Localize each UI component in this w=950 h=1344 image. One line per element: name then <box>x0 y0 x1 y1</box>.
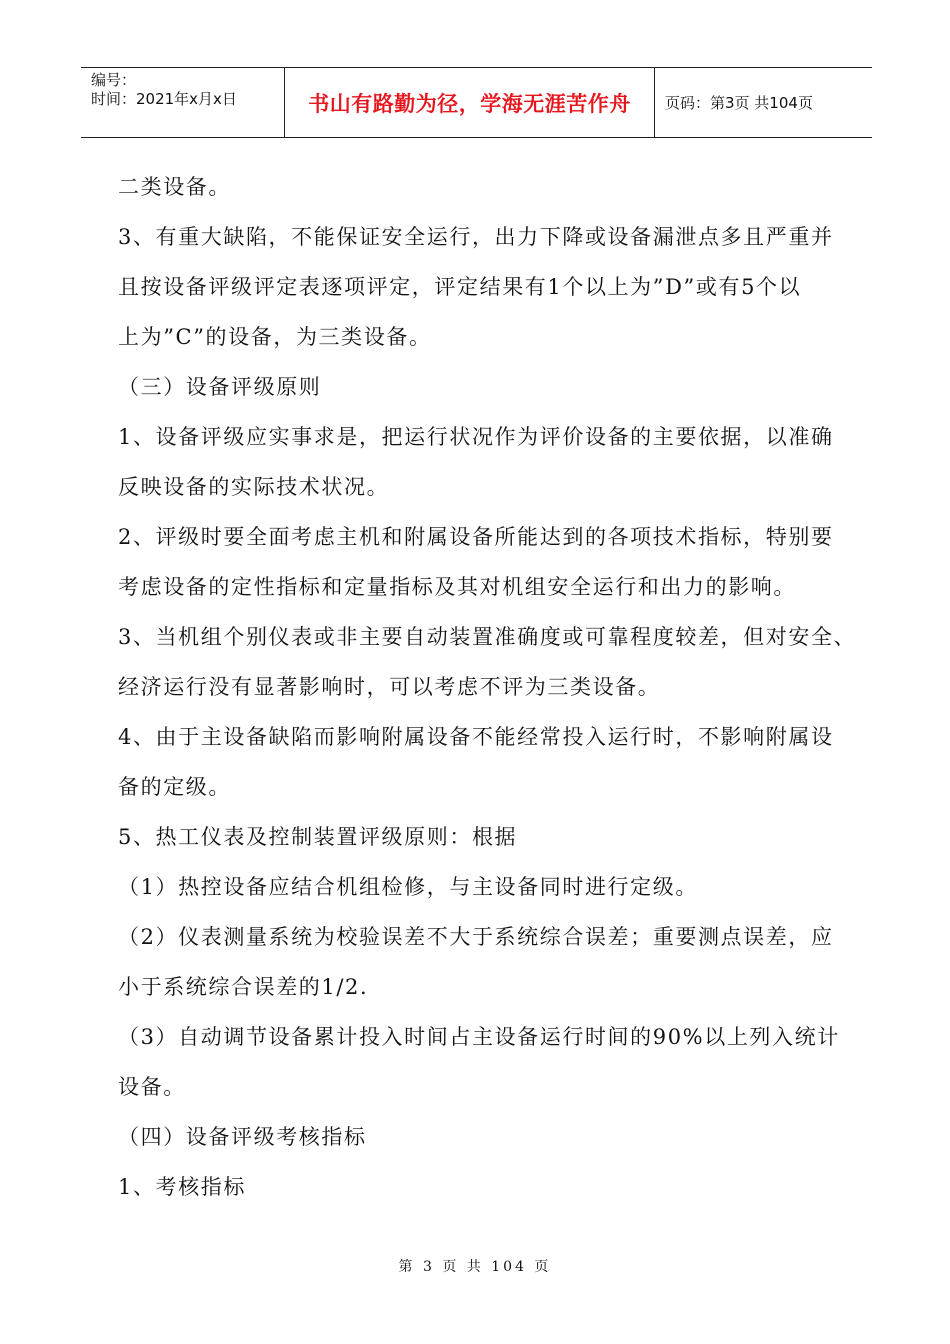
text-line: 上为”C”的设备，为三类设备。 <box>118 325 432 349</box>
text-line: 小于系统综合误差的1/2. <box>118 975 369 999</box>
document-body <box>118 162 857 1212</box>
page-footer: 第 3 页 共 104 页 <box>398 1259 552 1275</box>
text-line: 备的定级。 <box>118 775 231 799</box>
text-line: 5、热工仪表及控制装置评级原则：根据 <box>118 825 518 849</box>
code-label: 编号： <box>91 71 137 89</box>
header-motto: 书山有路勤为径，学海无涯苦作舟 <box>285 68 655 137</box>
text-line: 2、评级时要全面考虑主机和附属设备所能达到的各项技术指标，特别要 <box>118 525 834 549</box>
text-line: 1、考核指标 <box>118 1175 246 1199</box>
text-line: 且按设备评级评定表逐项评定，评定结果有1个以上为”D”或有5个以 <box>118 275 802 299</box>
text-line: 反映设备的实际技术状况。 <box>118 475 390 499</box>
text-line: （3）自动调节设备累计投入时间占主设备运行时间的90%以上列入统计 <box>118 1025 840 1049</box>
text-line: （2）仪表测量系统为校验误差不大于系统综合误差；重要测点误差，应 <box>118 925 834 949</box>
text-line: 3、有重大缺陷，不能保证安全运行，出力下降或设备漏泄点多且严重并 <box>118 225 834 249</box>
page-header <box>81 67 872 138</box>
text-line: 1、设备评级应实事求是，把运行状况作为评价设备的主要依据，以准确 <box>118 425 834 449</box>
section-heading: （三）设备评级原则 <box>118 375 322 399</box>
text-line: 经济运行没有显著影响时，可以考虑不评为三类设备。 <box>118 675 661 699</box>
text-line: 3、当机组个别仪表或非主要自动装置准确度或可靠程度较差，但对安全、 <box>118 625 857 649</box>
text-line: 4、由于主设备缺陷而影响附属设备不能经常投入运行时，不影响附属设 <box>118 725 834 749</box>
text-line: 二类设备。 <box>118 175 231 199</box>
header-page-number: 页码：第3页 共104页 <box>665 94 813 112</box>
text-line: （1）热控设备应结合机组检修，与主设备同时进行定级。 <box>118 875 698 899</box>
date-label: 时间：2021年x月x日 <box>91 90 237 108</box>
text-line: 设备。 <box>118 1075 186 1099</box>
text-line: 考虑设备的定性指标和定量指标及其对机组安全运行和出力的影响。 <box>118 575 796 599</box>
section-heading: （四）设备评级考核指标 <box>118 1125 367 1149</box>
header-meta <box>81 68 285 137</box>
